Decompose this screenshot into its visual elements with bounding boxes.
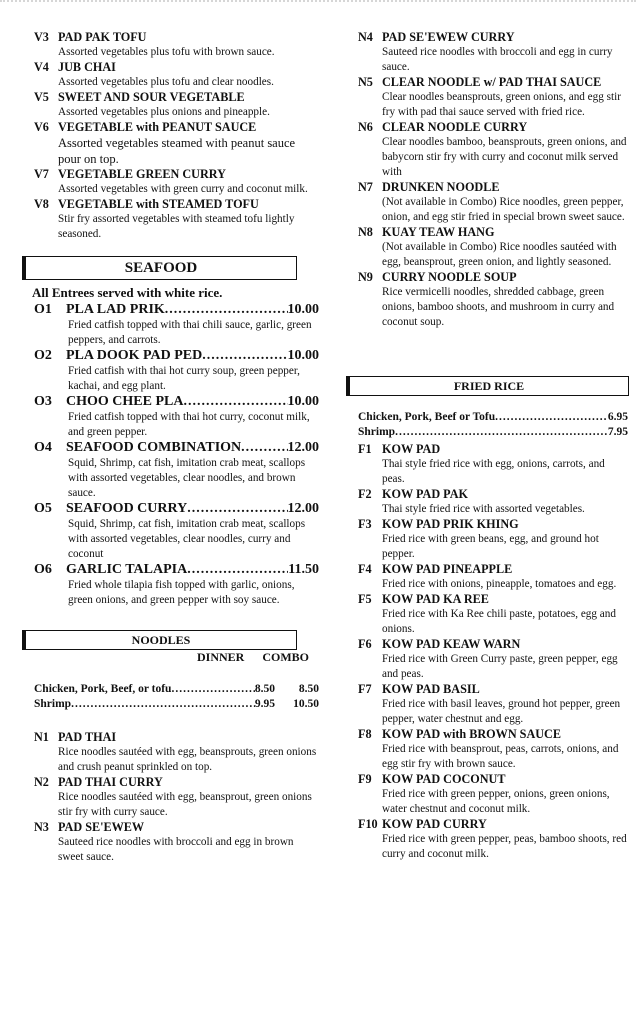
menu-item [34,30,319,60]
noodles-price-table [34,682,319,712]
item-description: Rice noodles sautéed with egg, beansprouts, green onions and crush peanut sprinkled on top. [58,746,317,773]
item-description: Rice noodles sautéed with egg, beansprout, green onions stir fry with curry sauce. [58,791,312,818]
item-name: KUAY TEAW HANG [382,225,495,239]
menu-item [34,348,319,394]
menu-item [358,592,628,637]
item-description: Fried rice with onions, pineapple, tomatoes and egg. [382,578,617,590]
item-price: 10.00 [287,302,319,317]
item-code: F6 [358,637,372,651]
price-label: Chicken, Pork, Beef or Tofu [358,411,496,423]
item-code: V3 [34,30,49,44]
item-code: O1 [34,302,52,317]
dinner-price: 9.95 [254,698,275,710]
item-code: O5 [34,501,52,516]
item-description: Fried catfish topped with thai chili sauce, garlic, green peppers, and carrots. [68,319,312,346]
item-name: SEAFOOD COMBINATION [66,440,242,455]
item-price: 12.00 [287,440,319,455]
menu-item [34,120,319,167]
item-code: N3 [34,820,49,834]
item-code: O2 [34,348,52,363]
item-name: KOW PAD PINEAPPLE [382,562,513,576]
item-description: Rice vermicelli noodles, shredded cabbage, green onions, bamboo shoots, and mushroom in curry and coconut soup. [382,286,615,328]
item-description: Fried rice with basil leaves, ground hot pepper, green pepper, water chestnut and egg. [382,698,621,725]
item-description: Fried whole tilapia fish topped with garlic, onions, green onions, and green pepper with soy sauce. [68,579,295,606]
item-name: VEGETABLE with PEANUT SAUCE [58,120,257,134]
item-name: GARLIC TALAPIA [66,562,188,577]
menu-item [358,120,628,180]
noodles-list-right [358,30,628,330]
item-code: F4 [358,562,372,576]
item-description: Assorted vegetables steamed with peanut sauce pour on top. [58,136,296,166]
menu-item [34,394,319,440]
price-label: Shrimp [34,698,72,710]
item-code: F10 [358,817,378,831]
leader-dots [187,562,288,578]
menu-item [358,517,628,562]
item-price: 10.00 [287,394,319,409]
item-name: CURRY NOODLE SOUP [382,270,517,284]
item-description: Sauteed rice noodles with broccoli and egg in curry sauce. [382,46,613,73]
item-name: KOW PAD [382,442,441,456]
right-column [358,30,628,862]
item-code: V4 [34,60,49,74]
item-name: KOW PAD KA REE [382,592,489,606]
menu-item [358,817,628,862]
dinner-column-label: DINNER [196,650,245,664]
item-description: Squid, Shrimp, cat fish, imitation crab meat, scallops with assorted vegetables, clear noodles, curry and coconut [68,518,306,560]
item-code: O3 [34,394,52,409]
fried-rice-price-table [358,410,628,440]
item-name: JUB CHAI [58,60,116,74]
item-code: F1 [358,442,372,456]
item-code: V5 [34,90,49,104]
item-description: Fried rice with Green Curry paste, green pepper, egg and peas. [382,653,618,680]
item-code: F7 [358,682,372,696]
item-name: VEGETABLE GREEN CURRY [58,167,226,181]
noodles-list-left [34,730,319,865]
item-description: Assorted vegetables plus tofu with brown sauce. [58,46,275,58]
item-description: Clear noodles beansprouts, green onions, and egg stir fry with pad thai sauce served with fried rice. [382,91,621,118]
leader-dots [171,682,254,697]
menu-item [358,727,628,772]
item-description: Thai style fried rice with assorted vegetables. [382,503,585,515]
item-name: PLA LAD PRIK [66,302,165,317]
menu-item [34,60,319,90]
item-code: V7 [34,167,49,181]
leader-dots [183,394,287,410]
item-code: N6 [358,120,373,134]
seafood-list [34,302,319,608]
menu-item [34,302,319,348]
menu-item [358,637,628,682]
seafood-heading: SEAFOOD [22,256,297,280]
leader-dots [395,425,608,440]
item-description: Fried catfish topped with thai hot curry, coconut milk, and green pepper. [68,411,310,438]
combo-column-label: COMBO [262,650,309,664]
item-code: N4 [358,30,373,44]
menu-item [34,820,319,865]
leader-dots [187,501,287,517]
item-name: PAD PAK TOFU [58,30,147,44]
item-code: F8 [358,727,372,741]
item-code: F9 [358,772,372,786]
menu-item [34,730,319,775]
price-value: 6.95 [607,411,628,423]
leader-dots [241,440,287,456]
item-name: SEAFOOD CURRY [66,501,188,516]
item-description: Squid, Shrimp, cat fish, imitation crab meat, scallops with assorted vegetables, clear noodles, and brown sauce. [68,457,306,499]
item-code: O6 [34,562,52,577]
seafood-note: All Entrees served with white rice. [32,285,223,300]
item-name: PAD THAI CURRY [58,775,163,789]
item-name: PLA DOOK PAD PED [66,348,203,363]
price-value: 7.95 [607,426,628,438]
left-column [34,30,319,865]
menu-item [358,270,628,330]
item-code: N8 [358,225,373,239]
menu-item [358,682,628,727]
menu-item [358,487,628,517]
item-price: 10.00 [287,348,319,363]
item-name: KOW PAD COCONUT [382,772,506,786]
item-description: Sauteed rice noodles with broccoli and egg in brown sweet sauce. [58,836,294,863]
price-row [358,425,628,440]
menu-item [34,167,319,197]
item-description: (Not available in Combo) Rice noodles, green pepper, onion, and egg stir fried in special brown sweet sauce. [382,196,625,223]
item-name: KOW PAD KEAW WARN [382,637,521,651]
item-code: N1 [34,730,49,744]
item-code: F5 [358,592,372,606]
item-description: Fried rice with green pepper, peas, bamboo shoots, red curry and coconut milk. [382,833,627,860]
menu-item [34,562,319,608]
menu-item [34,90,319,120]
leader-dots [202,348,287,364]
item-description: Thai style fried rice with egg, onions, carrots, and peas. [382,458,605,485]
item-description: Fried catfish with thai hot curry soup, green pepper, kachai, and egg plant. [68,365,300,392]
price-row [34,697,319,712]
scan-edge-specks [0,0,636,12]
item-name: DRUNKEN NOODLE [382,180,500,194]
menu-item [358,442,628,487]
menu-item [34,501,319,562]
price-label: Shrimp [358,426,396,438]
menu-item [34,775,319,820]
menu-item [358,562,628,592]
item-name: KOW PAD BASIL [382,682,480,696]
item-description: Assorted vegetables with green curry and coconut milk. [58,183,308,195]
item-code: V6 [34,120,49,134]
item-description: Stir fry assorted vegetables with steamed tofu lightly seasoned. [58,213,295,240]
leader-dots [165,302,288,318]
item-code: N2 [34,775,49,789]
item-description: Fried rice with green beans, egg, and ground hot pepper. [382,533,599,560]
fried-rice-list [358,442,628,862]
item-name: KOW PAD PAK [382,487,468,501]
price-row [358,410,628,425]
item-name: CLEAR NOODLE CURRY [382,120,528,134]
item-description: Fried rice with Ka Ree chili paste, potatoes, egg and onions. [382,608,616,635]
item-price: 11.50 [288,562,319,577]
price-label: Chicken, Pork, Beef, or tofu [34,683,172,695]
item-name: KOW PAD with BROWN SAUCE [382,727,561,741]
item-name: KOW PAD PRIK KHING [382,517,519,531]
item-name: SWEET AND SOUR VEGETABLE [58,90,245,104]
noodles-heading: NOODLES [22,630,297,650]
item-price: 12.00 [287,501,319,516]
dinner-price: 8.50 [254,683,275,695]
item-code: O4 [34,440,52,455]
item-description: Fried rice with beansprout, peas, carrots, onions, and egg stir fry with brown sauce. [382,743,619,770]
leader-dots [71,697,255,712]
item-code: V8 [34,197,49,211]
item-name: PAD SE'EWEW CURRY [382,30,515,44]
item-name: PAD THAI [58,730,117,744]
item-name: VEGETABLE with STEAMED TOFU [58,197,259,211]
menu-item [358,75,628,120]
item-code: N5 [358,75,373,89]
item-description: (Not available in Combo) Rice noodles sautéed with egg, beansprout, green onion, and lightly seasoned. [382,241,617,268]
item-description: Clear noodles bamboo, beansprouts, green onions, and babycorn stir fry with curry and coconut milk served with [382,136,627,178]
item-description: Assorted vegetables plus onions and pineapple. [58,106,270,118]
item-name: PAD SE'EWEW [58,820,145,834]
leader-dots [495,410,608,425]
menu-item [358,772,628,817]
price-row [34,682,319,697]
vegetable-list [34,30,319,242]
item-name: CHOO CHEE PLA [66,394,184,409]
item-description: Assorted vegetables plus tofu and clear noodles. [58,76,274,88]
item-description: Fried rice with green pepper, onions, green onions, water chestnut and coconut milk. [382,788,610,815]
fried-rice-heading: FRIED RICE [346,376,629,396]
combo-price: 8.50 [298,683,319,695]
item-code: N9 [358,270,373,284]
menu-item [358,180,628,225]
noodles-column-headers [34,650,319,664]
combo-price: 10.50 [293,698,319,710]
item-code: F3 [358,517,372,531]
item-code: N7 [358,180,373,194]
menu-item [358,30,628,75]
menu-item [358,225,628,270]
item-name: KOW PAD CURRY [382,817,487,831]
menu-item [34,440,319,501]
menu-item [34,197,319,242]
item-name: CLEAR NOODLE w/ PAD THAI SAUCE [382,75,602,89]
item-code: F2 [358,487,372,501]
